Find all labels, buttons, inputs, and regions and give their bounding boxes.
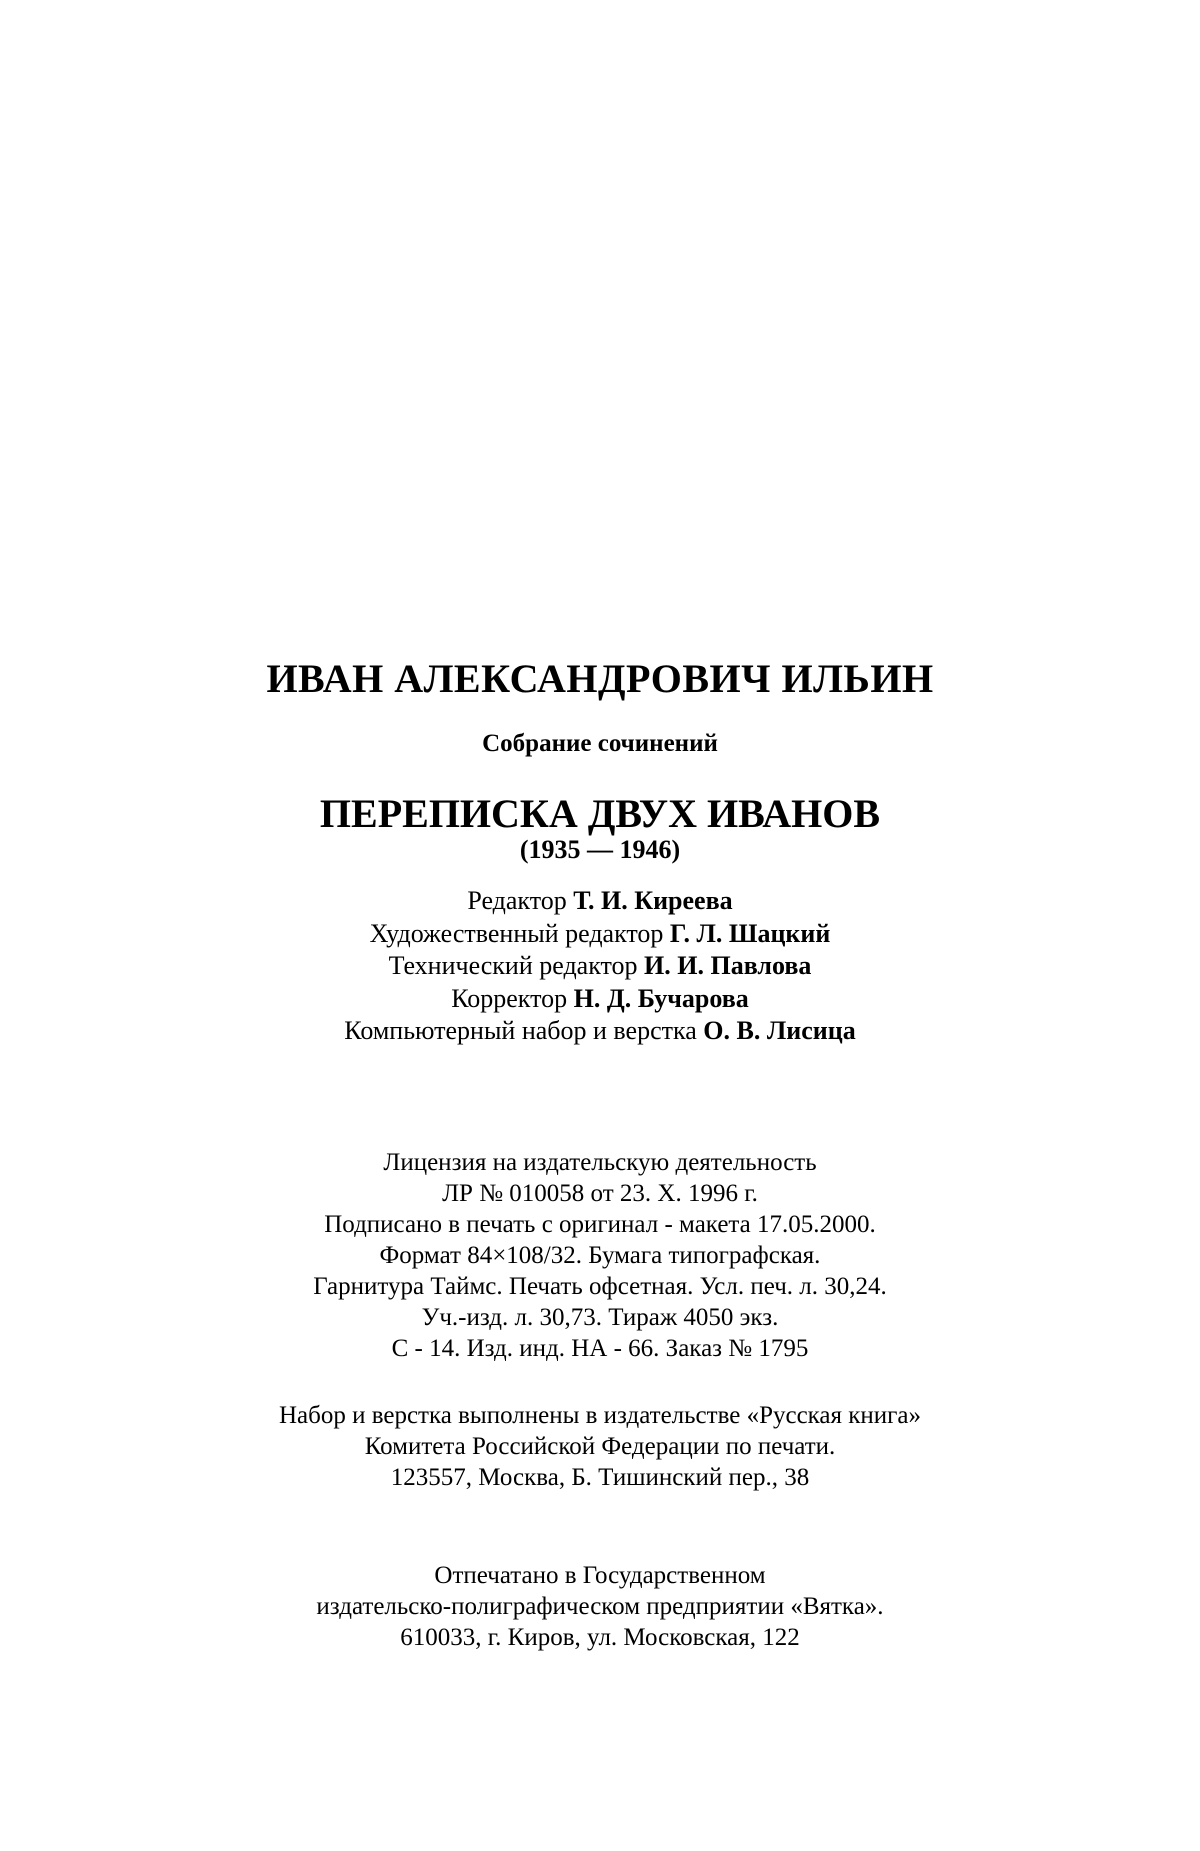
- book-years: (1935 — 1946): [519, 835, 681, 864]
- license-line: Лицензия на издательскую деятельность: [383, 1149, 817, 1176]
- credit-role: Корректор: [451, 983, 568, 1013]
- credit-line: [0, 1015, 1200, 1048]
- publisher-info: [0, 1400, 1200, 1493]
- credit-role: Технический редактор: [388, 951, 638, 980]
- author-name: ИВАН АЛЕКСАНДРОВИЧ ИЛЬИН: [266, 656, 934, 701]
- credit-role: Компьютерный набор и верстка: [344, 1016, 697, 1045]
- publisher-line: 123557, Москва, Б. Тишинский пер., 38: [390, 1464, 810, 1491]
- book-title: ПЕРЕПИСКА ДВУХ ИВАНОВ: [319, 791, 881, 836]
- license-line: Формат 84×108/32. Бумага типографская.: [379, 1242, 821, 1269]
- license-line: Уч.-изд. л. 30,73. Тираж 4050 экз.: [421, 1304, 779, 1331]
- license-info: [0, 1147, 1200, 1364]
- license-line: Гарнитура Таймс. Печать офсетная. Усл. печ. л. 30,24.: [313, 1273, 887, 1300]
- credit-line: [0, 885, 1200, 918]
- credit-line: [0, 950, 1200, 983]
- printer-info: [0, 1560, 1200, 1653]
- series-title: Собрание сочинений: [482, 730, 718, 757]
- publisher-line: Набор и верстка выполнены в издательстве «Русская книга»: [278, 1402, 922, 1429]
- printer-line: Отпечатано в Государственном: [434, 1562, 766, 1589]
- credit-role: Художественный редактор: [369, 918, 664, 948]
- credit-name: О. В. Лисица: [703, 1016, 856, 1045]
- credit-role: Редактор: [467, 886, 567, 915]
- publisher-line: Комитета Российской Федерации по печати.: [364, 1433, 836, 1460]
- license-line: Подписано в печать с оригинал - макета 17.05.2000.: [324, 1211, 876, 1238]
- printer-line: издательско-полиграфическом предприятии «Вятка».: [316, 1593, 884, 1620]
- credit-name: Т. И. Киреева: [573, 886, 733, 915]
- license-line: ЛР № 010058 от 23. X. 1996 г.: [442, 1180, 758, 1207]
- credit-line: [0, 983, 1200, 1016]
- credit-name: Г. Л. Шацкий: [669, 918, 831, 948]
- license-line: С - 14. Изд. инд. НА - 66. Заказ № 1795: [391, 1335, 809, 1362]
- credits-list: [0, 885, 1200, 1048]
- credit-name: Н. Д. Бучарова: [573, 983, 749, 1013]
- printer-line: 610033, г. Киров, ул. Московская, 122: [400, 1624, 800, 1651]
- credit-name: И. И. Павлова: [644, 951, 812, 980]
- credit-line: [0, 918, 1200, 951]
